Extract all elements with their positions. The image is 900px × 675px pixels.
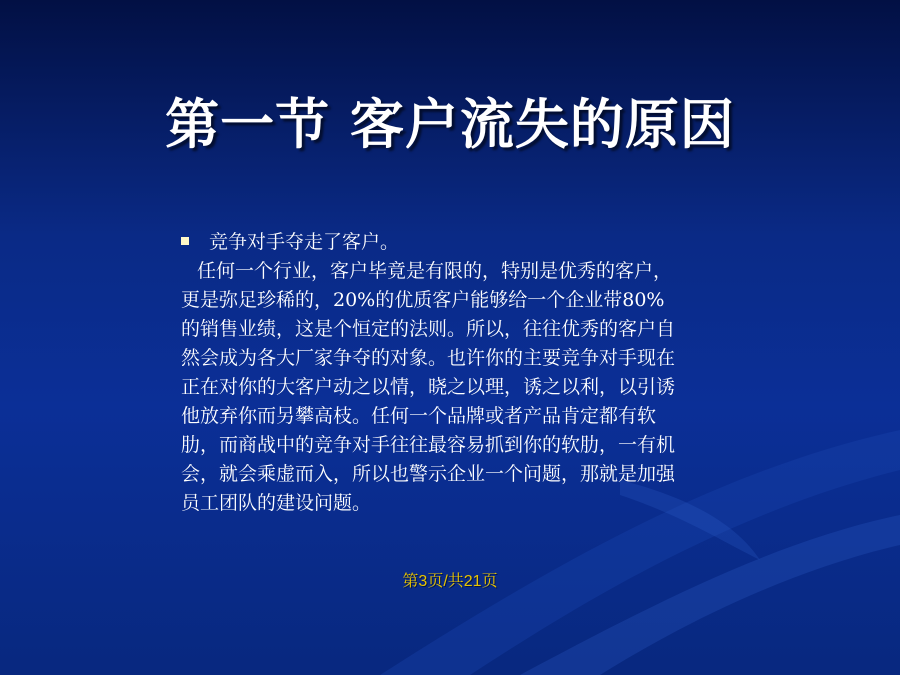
body-line: 更是弥足珍稀的，20%的优质客户能够给一个企业带80% xyxy=(181,289,665,311)
body-line: 正在对你的大客户动之以情，晓之以理，诱之以利，以引诱 xyxy=(181,376,676,398)
body-line: 任何一个行业，客户毕竟是有限的，特别是优秀的客户， xyxy=(197,260,673,282)
slide-title: 第一节 客户流失的原因 xyxy=(165,93,735,156)
body-line: 肋，而商战中的竞争对手往往最容易抓到你的软肋，一有机 xyxy=(181,434,676,456)
page-number: 第3页/共21页 xyxy=(402,573,498,590)
square-bullet-icon xyxy=(181,237,189,245)
body-line: 然会成为各大厂家争夺的对象。也许你的主要竞争对手现在 xyxy=(181,347,676,369)
body-line: 员工团队的建设问题。 xyxy=(181,492,372,514)
slide-body xyxy=(181,228,771,518)
bullet-text: 竞争对手夺走了客户。 xyxy=(209,231,400,253)
body-line: 的销售业绩，这是个恒定的法则。所以，往往优秀的客户自 xyxy=(181,318,676,340)
body-line: 会，就会乘虚而入，所以也警示企业一个问题，那就是加强 xyxy=(181,463,676,485)
bullet-item xyxy=(181,228,771,257)
body-line: 他放弃你而另攀高枝。任何一个品牌或者产品肯定都有软 xyxy=(181,405,657,427)
